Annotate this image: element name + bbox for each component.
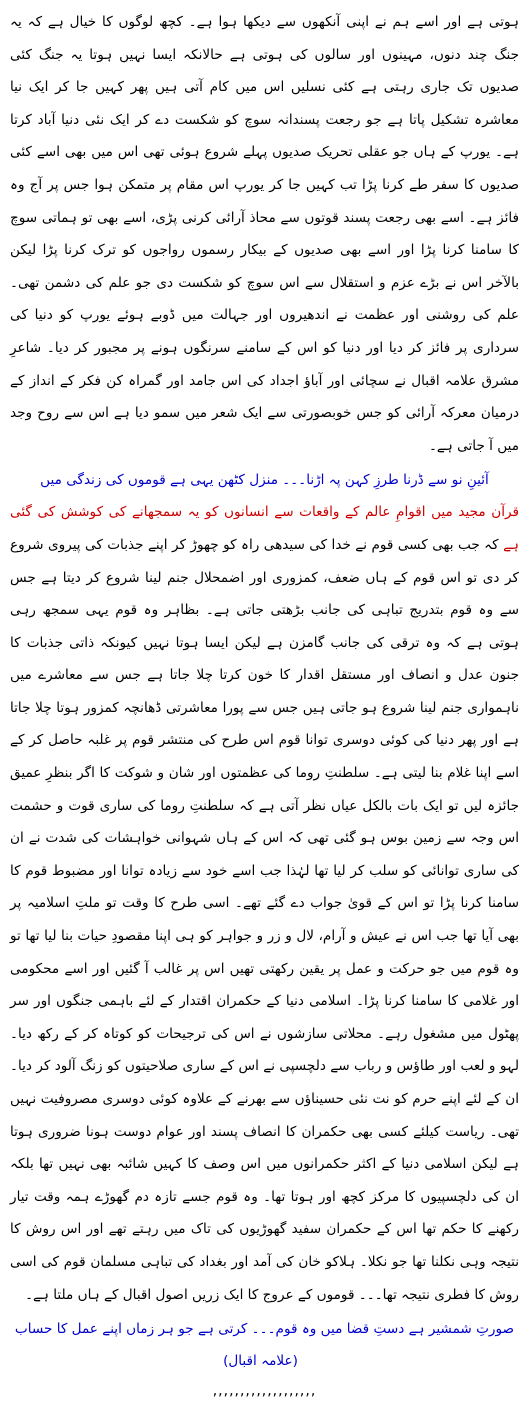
- end-dots-divider: ,,,,,,,,,,,,,,,,,,,: [212, 1383, 317, 1400]
- paragraph-quran-body: کہ جب بھی کسی قوم نے خدا کی سیدھی راہ کو چھوڑ کر اپنے جذبات کی پیروی شروع کر دی تو اس قوم کے ہاں ضعف، کمزوری اور اضمحلال جنم لینا شروع کر دیتا ہے جس سے وہ قوم بتدریج تباہی کی جانب بڑھتی جاتی ہے۔ بظاہر وہ قوم یہی سمجھ رہی ہوتی ہے کہ وہ ترقی کی جانب گامزن ہے لیکن ایسا ہوتا نہیں کیونکہ ذاتی جذبات کا جنون عدل و انصاف اور مستقل اقدار کا خون کرتا چلا جاتا ہے جس سے معاشرے میں ناہمواری جنم لینا شروع ہو جاتی ہیں جس سے پورا معاشرتی ڈھانچہ کمزور ہوتا چلا جاتا ہے اور پھر دنیا کی کوئی دوسری توانا قوم اس طرح کی منتشر قوم پر غلبہ حاصل کر کے اسے اپنا غلام بنا لیتی ہے۔ سلطنتِ روما کی عظمتوں اور شان و شوکت کا اگر بنظرِ عمیق جائزہ لیں تو ایک بات بالکل عیاں نظر آتی ہے کہ سلطنتِ روما کی ساری قوت و حشمت اس وجہ سے زمین بوس ہو گئی تھی کہ اس کے ہاں شہوانی خواہشات کی شدت نے ان کی ساری توانائی کو سلب کر لیا تھا لہٰذا جب اسے خود سے زیادہ توانا اور مضبوط قوم کا سامنا کرنا پڑا تو اس کے قویٰ جواب دے گئے تھے۔ اسی طرح کا وقت تو ملتِ اسلامیہ پر بھی آیا تھا جب اس نے عیش و آرام، لال و زر و جواہر کو ہی اپنا مقصودِ حیات بنا لیا تھا تو وہ قوم میں جو حرکت و عمل پر یقین رکھتی تھیں اس پر غالب آ گئیں اور اسے محکومی اور غلامی کا سامنا کرنا پڑا۔ اسلامی دنیا کے حکمران اقتدار کے لئے باہمی جنگوں اور سر پھٹول میں مشغول رہے۔ محلاتی سازشوں نے اس کی ترجیحات کو کوتاہ کر کے رکھ دیا۔ لہو و لعب اور طاؤس و رباب سے دلچسپی نے اس کے ساری صلاحیتوں کو زنگ آلود کر دیا۔ ان کے لئے اپنے حرم کو نت نئی حسیناؤں سے بھرنے کے علاوہ کوئی دوسری مصروفیت نہیں تھی۔ ریاست کیلئے کسی بھی حکمران کا انصاف پسند اور عوام دوست ہونا ضروری ہوتا ہے لیکن اسلامی دنیا کے اکثر حکمرانوں میں اس وصف کا کہیں شائبہ بھی نہیں تھا بلکہ ان کی دلچسپیوں کا مرکز کچھ اور ہوتا تھا۔ وہ قوم جسے تازہ دم گھوڑے ہمہ وقت تیار رکھنے کا حکم تھا اس کے حکمران سفید گھوڑیوں کی تاک میں رہتے تھے اور اس روش کا نتیجہ وہی نکلنا تھا جو نکلا۔ ہلاکو خان کی آمد اور بغداد کی تباہی مسلمان قوم کی اسی روش کا فطری نتیجہ تھا۔۔۔ قوموں کے عروج کا ایک زریں اصول اقبال کے ہاں ملتا ہے۔: [10, 536, 519, 1303]
- iqbal-verse: آئینِ نو سے ڈرنا طرزِ کہن پہ اڑنا۔۔۔ منزل کٹھن یہی ہے قوموں کی زندگی میں: [40, 472, 489, 489]
- highlight-quran-sentence: قرآن مجید میں اقوامِ عالم کے واقعات سے انسانوں کو یہ سمجھانے کی کوشش کی گئی ہے: [10, 504, 519, 553]
- closing-verse: صورتِ شمشیر ہے دستِ قضا میں وہ قوم۔۔۔ کرتی ہے جو ہر زماں اپنے عمل کا حساب: [14, 1321, 515, 1338]
- paragraph-intro: ہوتی ہے اور اسے ہم نے اپنی آنکھوں سے دیکھا ہوا ہے۔ کچھ لوگوں کا خیال ہے کہ یہ جنگ چند دنوں، مہینوں اور سالوں کی ہوتی ہے حالانکہ ایسا نہیں ہوتا یہ جنگ کئی صدیوں تک جاری رہتی ہے کئی نسلیں اس میں کام آتی ہیں پھر کہیں جا کر ایک نیا معاشرہ تشکیل پاتا ہے جو رجعت پسندانہ سوچ کو شکست دے کر ایک نئی دنیا آباد کرتا ہے۔ یورپ کے ہاں جو عقلی تحریک صدیوں پہلے شروع ہوئی تھی اس میں بھی اسے کئی صدیوں کا سفر طے کرنا پڑا تب کہیں جا کر یورپ اس مقام پر متمکن ہوا جس پر آج وہ فائز ہے۔ اسے بھی رجعت پسند قوتوں سے محاذ آرائی کرنی پڑی، اسے بھی تو ہماتی سوچ کا سامنا کرنا پڑا اور اسے بھی صدیوں کے بیکار رسموں رواجوں کو ترک کرنا پڑا لیکن بالآخر اس نے بڑے عزم و استقلال سے اس سوچ کو شکست دی جو علم کی دشمن تھی۔ علم کی روشنی اور عظمت نے اندھیروں اور جہالت میں ڈوبے ہوئے یورپ کو دنیا کی سرداری پر فائز کر دیا اور دنیا کو اس کے سامنے سرنگوں ہونے پر مجبور کر دیا۔ شاعرِ مشرق علامہ اقبال نے سچائی اور آباؤ اجداد کی اس جامد اور گمراہ کن فکر کے انداز کے درمیان معرکہ آرائی کو جس خوبصورتی سے ایک شعر میں سمو دیا ہے اس سے روح وجد میں آ جاتی ہے۔: [10, 14, 519, 454]
- closing-credit: (علامہ اقبال): [223, 1353, 298, 1370]
- closing-verse-row: [10, 1313, 519, 1377]
- paragraph-quran: [10, 496, 519, 1311]
